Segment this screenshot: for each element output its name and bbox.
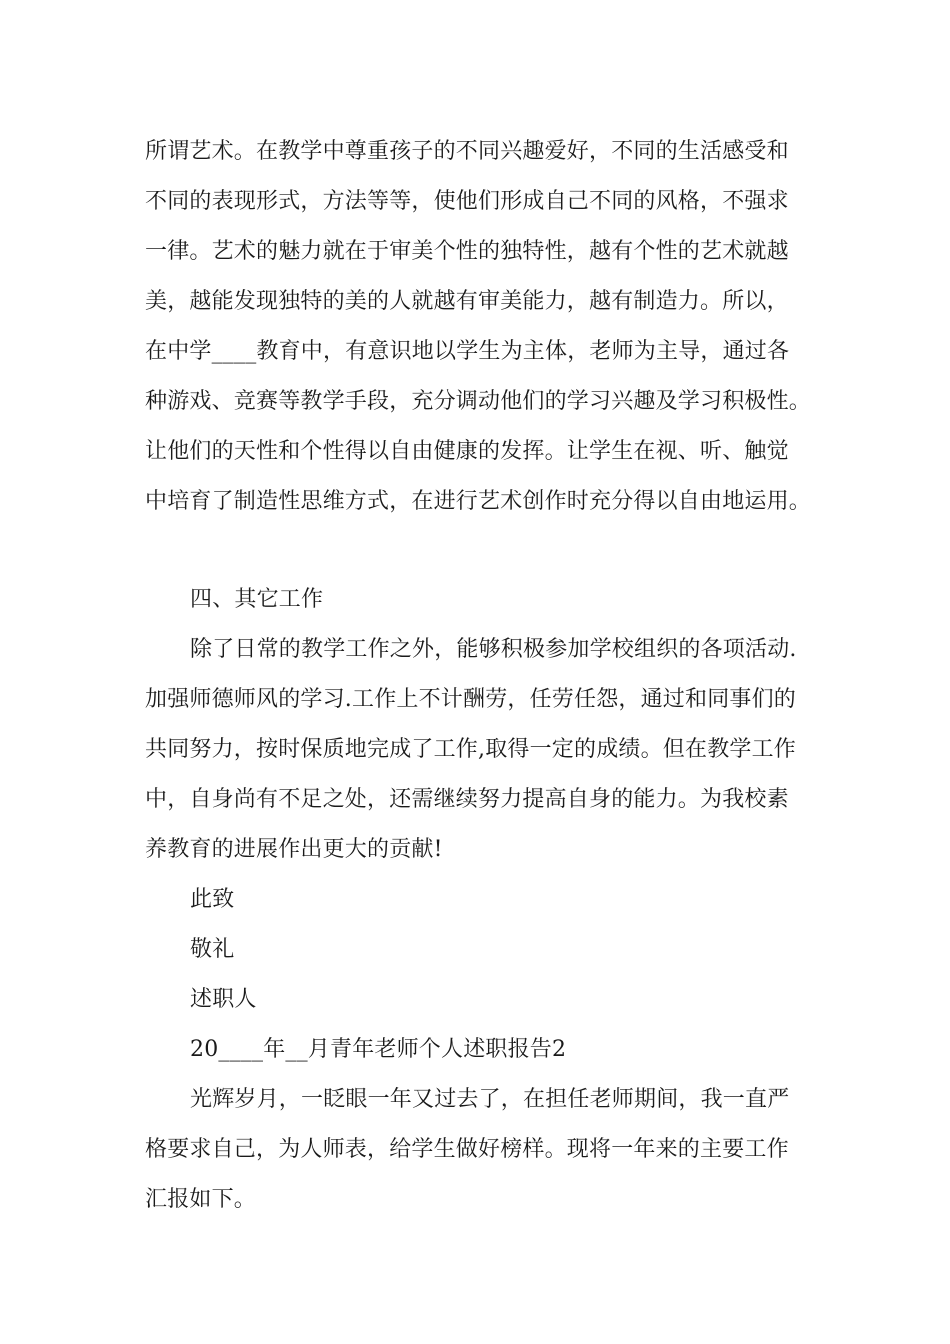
body-text-line: 除了日常的教学工作之外，能够积极参加学校组织的各项活动.	[190, 637, 797, 662]
section-heading: 四、其它工作	[190, 587, 324, 612]
body-text-line: 中培育了制造性思维方式，在进行艺术创作时充分得以自由地运用。	[145, 489, 812, 514]
body-text-line: 加强师德师风的学习.工作上不计酬劳，任劳任怨，通过和同事们的	[145, 687, 796, 712]
body-text-line: 一律。艺术的魅力就在于审美个性的独特性，越有个性的艺术就越	[145, 239, 789, 264]
signature-label: 述职人	[190, 987, 257, 1012]
body-text-line: 种游戏、竞赛等教学手段，充分调动他们的学习兴趣及学习积极性。	[145, 389, 812, 414]
body-text-line: 美，越能发现独特的美的人就越有审美能力，越有制造力。所以，	[145, 289, 789, 314]
body-text-line: 共同努力，按时保质地完成了工作,取得一定的成绩。但在教学工作	[145, 737, 796, 762]
body-text-line: 在中学____教育中，有意识地以学生为主体，老师为主导，通过各	[145, 339, 790, 364]
closing-salutation: 此致	[190, 887, 235, 912]
report-title: 20____年__月青年老师个人述职报告2	[190, 1037, 567, 1062]
body-text-line: 汇报如下。	[145, 1187, 257, 1212]
body-text-line: 中，自身尚有不足之处，还需继续努力提高自身的能力。为我校素	[145, 787, 789, 812]
body-text-line: 所谓艺术。在教学中尊重孩子的不同兴趣爱好，不同的生活感受和	[145, 139, 789, 164]
body-text-line: 让他们的天性和个性得以自由健康的发挥。让学生在视、听、触觉	[145, 439, 789, 464]
body-text-line: 养教育的进展作出更大的贡献!	[145, 837, 443, 862]
closing-regards: 敬礼	[190, 937, 235, 962]
body-text-line: 光辉岁月，一眨眼一年又过去了，在担任老师期间，我一直严	[190, 1087, 790, 1112]
body-text-line: 不同的表现形式，方法等等，使他们形成自己不同的风格，不强求	[145, 189, 789, 214]
body-text-line: 格要求自己，为人师表，给学生做好榜样。现将一年来的主要工作	[145, 1137, 789, 1162]
